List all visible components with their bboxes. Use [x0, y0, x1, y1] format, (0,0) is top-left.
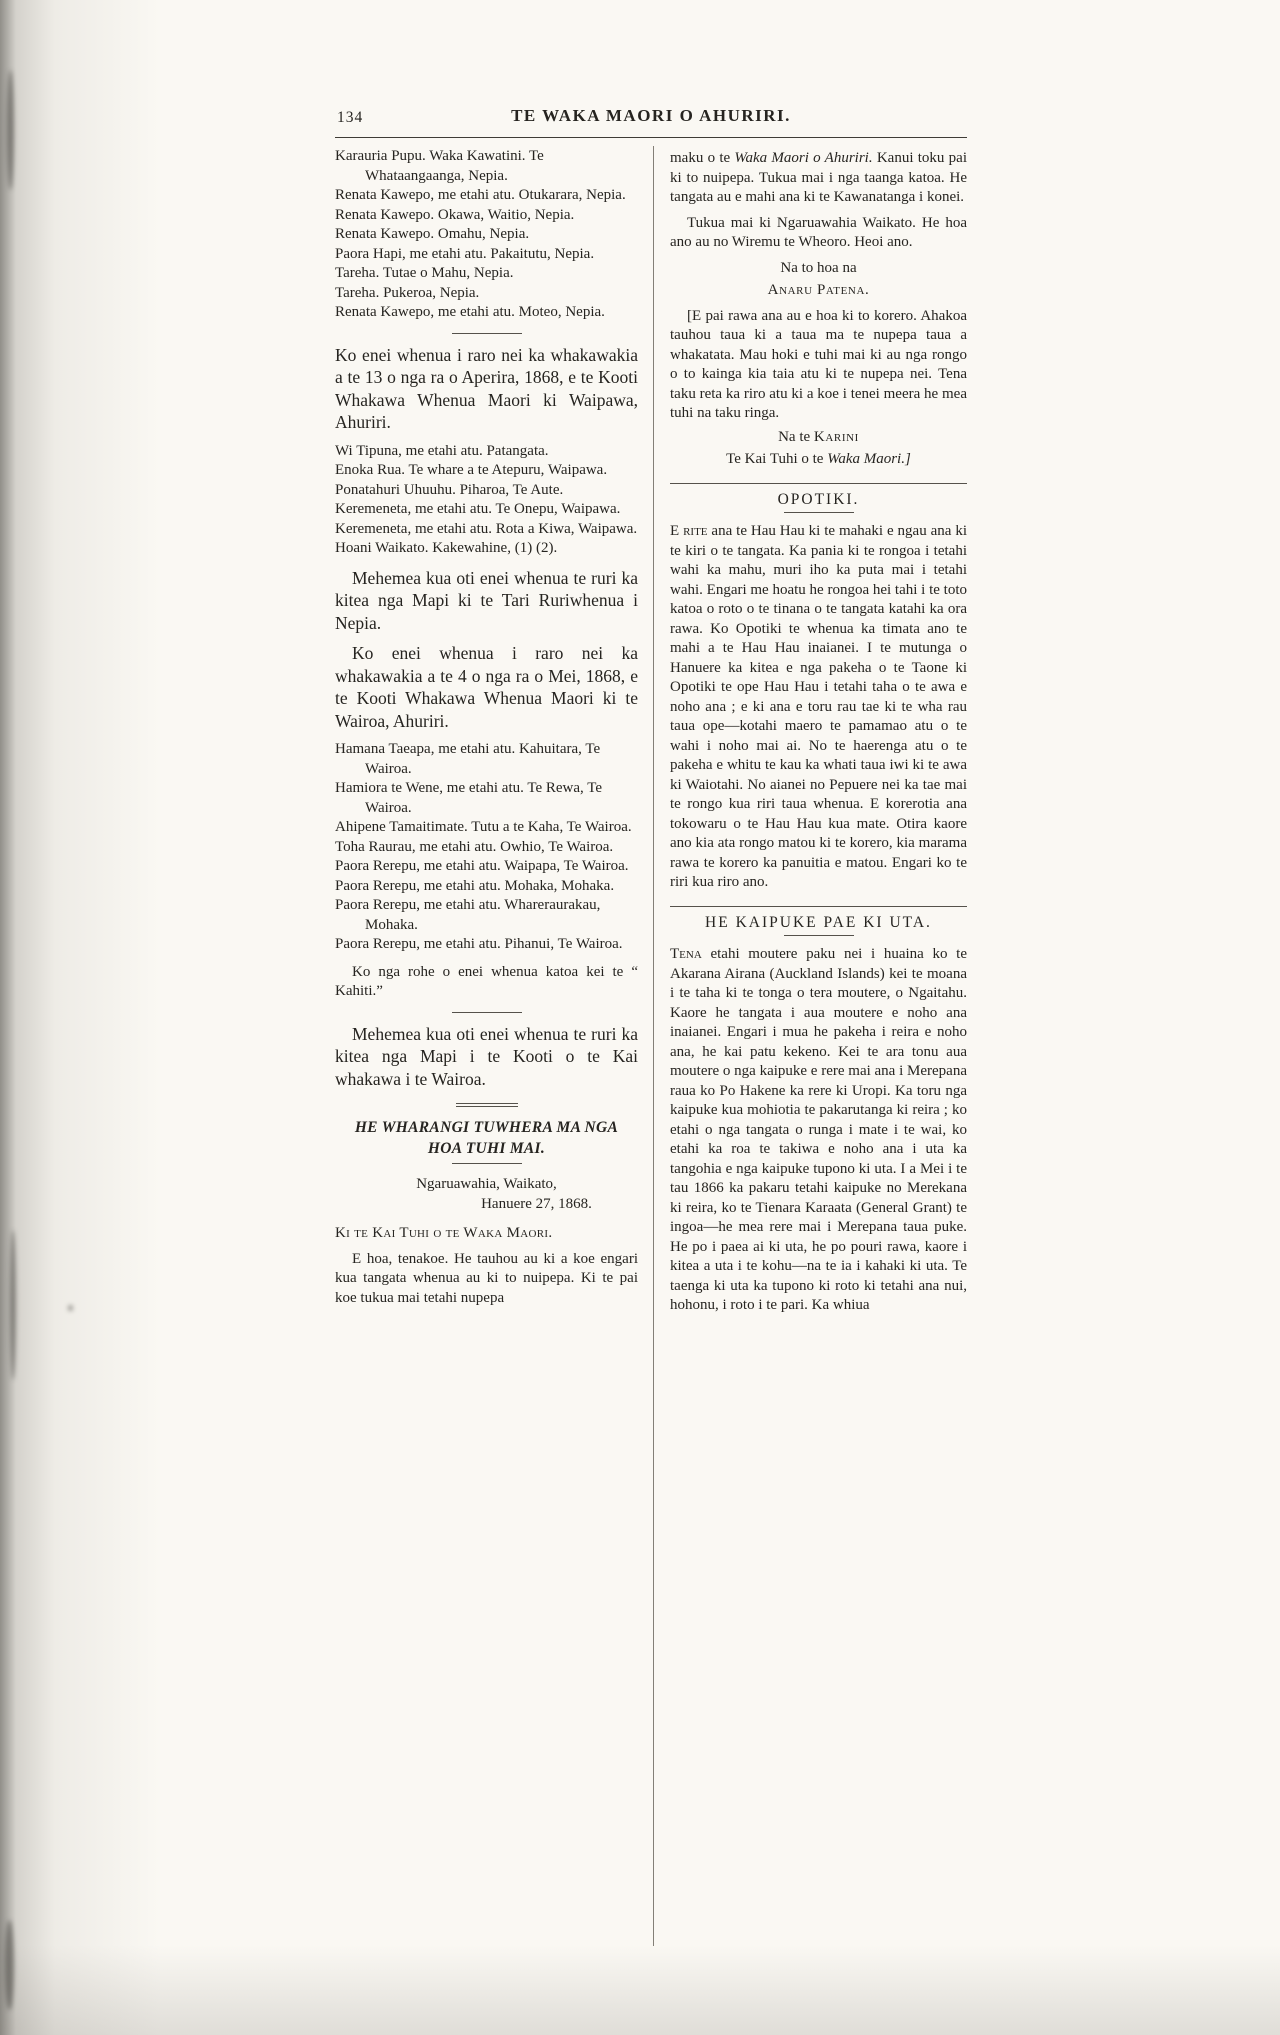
editor-signature [670, 428, 967, 448]
dateline-date: Hanuere 27, 1868. [481, 1195, 592, 1212]
text-run: maku o te [670, 150, 735, 166]
land-entry: Tareha. Tutae o Mahu, Nepia. [335, 265, 514, 281]
land-entry: Paora Rerepu, me etahi atu. Pihanui, Te Wairoa. [335, 936, 623, 952]
page-content [335, 106, 967, 1320]
letter-body-2: Tukua mai ki Ngaruawahia Waikato. He hoa ano au no Wiremu te Wheoro. Heoi ano. [670, 214, 967, 250]
land-entry: Keremeneta, me etahi atu. Te Onepu, Waipawa. [335, 501, 621, 517]
court-sitting-notice-april: Ko enei whenua i raro nei ka whakawakia a te 13 o nga ra o Aperira, 1868, e te Kooti Whakawa Whenua Maori ki Waipawa, Ahuriri. [335, 344, 638, 432]
land-entry: Toha Raurau, me etahi atu. Owhio, Te Wairoa. [335, 838, 614, 855]
editor-reply: [E pai rawa ana au e hoa ki to korero. Ahakoa tauhou taua ki a taua ma te nupepa taua a whakatata. Mau hoki e tuhi mai ki au nga rongo o to kainga kia taia atu ki te nupepa nei. Tena taku reta ka riro atu ki a koe i tenei meera he mea tuhi na taku ringa. [670, 307, 967, 421]
survey-maps-note-nepia: Mehemea kua oti enei whenua te ruri ka kitea nga Mapi ki te Tari Ruriwhenua i Nepia. [335, 567, 638, 633]
article-heading-shipwreck: HE KAIPUKE PAE KI UTA. [705, 913, 932, 931]
text-run: etahi moutere paku nei i huaina ko te Akarana Airana (Auckland Islands) kei te moana i te taha ki te tonga o tera moutere, o Ngaitahu. Kaore he tangata i aua moutere e noho ana inaianei. Engari i mua he pakeha i reira e noho ana, he kai patu kekeno. Kei te ara tonu aua moutere o nga kaipuke e rere mai ana i Merepana raua ko Po Hakene ka rere ki Uropi. Ka toru nga kaipuke kua mohiotia te pakarutanga ki reira ; ko etahi o nga tangata o runga i mate i te wai, ko etahi ka roa te takiwa e noho ana i uta ka tangohia e nga kaipuke tupono ki uta. I a Mei i te tau 1866 ka pakaru tetahi kaipuke no Merekana ki reira, ko te Tienara Karaata (General Grant) te ingoa—he mea rere mai i Merepana taua puke. He po i paea ai ki uta, he po pouri rawa, kaore i kitea a uta i te kohu—na te ia i kahaki ki uta. Te taenga ki uta ka tupono ki roto ki tetahi ana nui, hohonu, i roto i te pari. Ka whiua [670, 946, 967, 1313]
land-entry: Renata Kawepo, me etahi atu. Moteo, Nepia. [335, 304, 605, 320]
land-entry: Enoka Rua. Te whare a te Atepuru, Waipawa. [335, 462, 608, 478]
article-heading-opotiki: OPOTIKI. [777, 490, 860, 508]
section-divider [784, 935, 854, 936]
right-column [670, 147, 967, 1320]
text-run: E [670, 523, 684, 539]
land-entry: Hamiora te Wene, me etahi atu. Te Rewa, Te Wairoa. [335, 780, 603, 816]
survey-maps-note-wairoa: Mehemea kua oti enei whenua te ruri ka kitea nga Mapi i te Kooti o te Kai whakawa i te Wairoa. [335, 1023, 638, 1089]
land-entry: Renata Kawepo. Omahu, Nepia. [335, 226, 530, 242]
land-entry: Ahipene Tamaitimate. Tutu a te Kaha, Te Wairoa. [335, 819, 632, 835]
letter-continuation [670, 149, 967, 208]
editor-title [670, 450, 967, 470]
land-entry: Paora Hapi, me etahi atu. Pakaitutu, Nepia. [335, 245, 595, 262]
section-divider [452, 1163, 522, 1164]
columns [335, 138, 967, 1320]
section-divider [456, 1103, 518, 1107]
dateline-place: Ngaruawahia, Waikato, [416, 1176, 557, 1192]
text-run: T [670, 946, 680, 962]
shipwreck-article [670, 945, 967, 1316]
left-column [335, 147, 638, 1320]
section-divider [452, 333, 522, 334]
article-divider [670, 906, 967, 907]
land-entry: Karauria Pupu. Waka Kawatini. Te Whataangaanga, Nepia. [335, 148, 544, 184]
court-sitting-notice-may: Ko enei whenua i raro nei ka whakawakia a te 4 o nga ra o Mei, 1868, e te Kooti Whakawa Whenua Maori ki te Wairoa, Ahuriri. [335, 643, 638, 731]
land-entry: Paora Rerepu, me etahi atu. Mohaka, Mohaka. [335, 877, 615, 894]
letter-salutation: Ki te Kai Tuhi o te Waka Maori. [335, 1225, 553, 1241]
scan-artifact [10, 1230, 16, 1380]
signature-name: Anaru Patena. [767, 282, 870, 298]
page-number: 134 [337, 109, 364, 126]
kahiti-boundaries-note: Ko nga rohe o enei whenua katoa kei te “ Kahiti.” [335, 963, 638, 999]
text-run: Kanui toku pai ki to nuipepa. Tukua mai i nga taanga katoa. He tangata au e mahi ana ki te Kawanatanga i konei. [670, 150, 967, 205]
heading-line: HOA TUHI MAI. [427, 1140, 546, 1157]
land-entry: Tareha. Pukeroa, Nepia. [335, 284, 480, 301]
land-entry: Paora Rerepu, me etahi atu. Whareraurakau, Mohaka. [335, 897, 601, 933]
column-divider [653, 146, 654, 1946]
land-entry: Paora Rerepu, me etahi atu. Waipapa, Te Wairoa. [335, 858, 629, 874]
page-header [335, 106, 967, 132]
section-divider [784, 512, 854, 513]
scan-artifact [5, 1920, 14, 2010]
paper-name-italic: Waka Maori o Ahuriri. [734, 150, 873, 166]
signature-intro: Na to hoa na [780, 259, 857, 276]
scan-artifact [68, 1305, 73, 1311]
text-run: ana te Hau Hau ki te mahaki e ngau ana ki te kiri o te tangata. Ka pania ki te rongoa i tetahi wahi ka mahu, muri iho ka puta mai i tetahi wahi. Engari me hoatu he rongoa hei tahi i te toto katoa o roto o te tinana o te tangata katahi ka ora rawa. Ko Opotiki te whenua ka timata ano te mahi a te Hau Hau inaianei. I te mutunga o Hanuere ka kitea e nga pakeha o te Taone ki Opotiki te ope Hau Hau i tetahi taha o te awa e noho ana ; e ki ana e toru rau tae ki te wha rau taua ope—kotahi maero te pamamao atu o te wahi i noho mai ai. No te haerenga atu o te pakeha e whitu te kau ka whati taua iwi ki te awa ki Waiotahi. No aianei no Pepuere nei ka tae mai te rongo kua riri taua whenua. E korerotia ana tokowaru o te Hau Hau kua mate. Otira kaore ano kia ata rongo matou ki te korero, kia marama rawa te korero ka panuitia e matou. Engari ko te riri kua riro ano. [670, 523, 968, 890]
text-run: Na te [778, 428, 814, 445]
paper-name-italic: Waka Maori.] [827, 451, 911, 467]
letter-body: E hoa, tenakoe. He tauhou au ki a koe engari kua tangata whenua au ki to nuipepa. Ki te pai koe tukua mai tetahi nupepa [335, 1250, 638, 1306]
masthead-title: TE WAKA MAORI O AHURIRI. [511, 106, 791, 125]
land-entry: Keremeneta, me etahi atu. Rota a Kiwa, Waipawa. [335, 520, 638, 537]
open-column-heading [335, 1117, 638, 1159]
land-entry: Ponatahuri Uhuuhu. Piharoa, Te Aute. [335, 481, 564, 498]
letter-dateline [335, 1175, 638, 1214]
scan-edge-shadow-bottom [0, 1945, 1280, 2035]
scan-edge-shadow-left [0, 0, 160, 2035]
land-entry: Renata Kawepo. Okawa, Waitio, Nepia. [335, 206, 575, 223]
land-entry: Renata Kawepo, me etahi atu. Otukarara, Nepia. [335, 187, 626, 203]
opotiki-article [670, 522, 967, 893]
land-entry: Hamana Taeapa, me etahi atu. Kahuitara, Te Wairoa. [335, 741, 601, 777]
heading-line: HE WHARANGI TUWHERA MA NGA [354, 1119, 619, 1136]
text-run: Te Kai Tuhi o te [726, 451, 828, 467]
lead-smallcaps: rite [683, 523, 708, 539]
lead-smallcaps: ena [679, 946, 702, 962]
land-entry: Hoani Waikato. Kakewahine, (1) (2). [335, 540, 558, 556]
section-divider [452, 1012, 522, 1013]
article-divider [670, 483, 967, 484]
land-entry: Wi Tipuna, me etahi atu. Patangata. [335, 442, 549, 459]
editor-name: Karini [813, 428, 859, 445]
scan-artifact [7, 70, 14, 190]
